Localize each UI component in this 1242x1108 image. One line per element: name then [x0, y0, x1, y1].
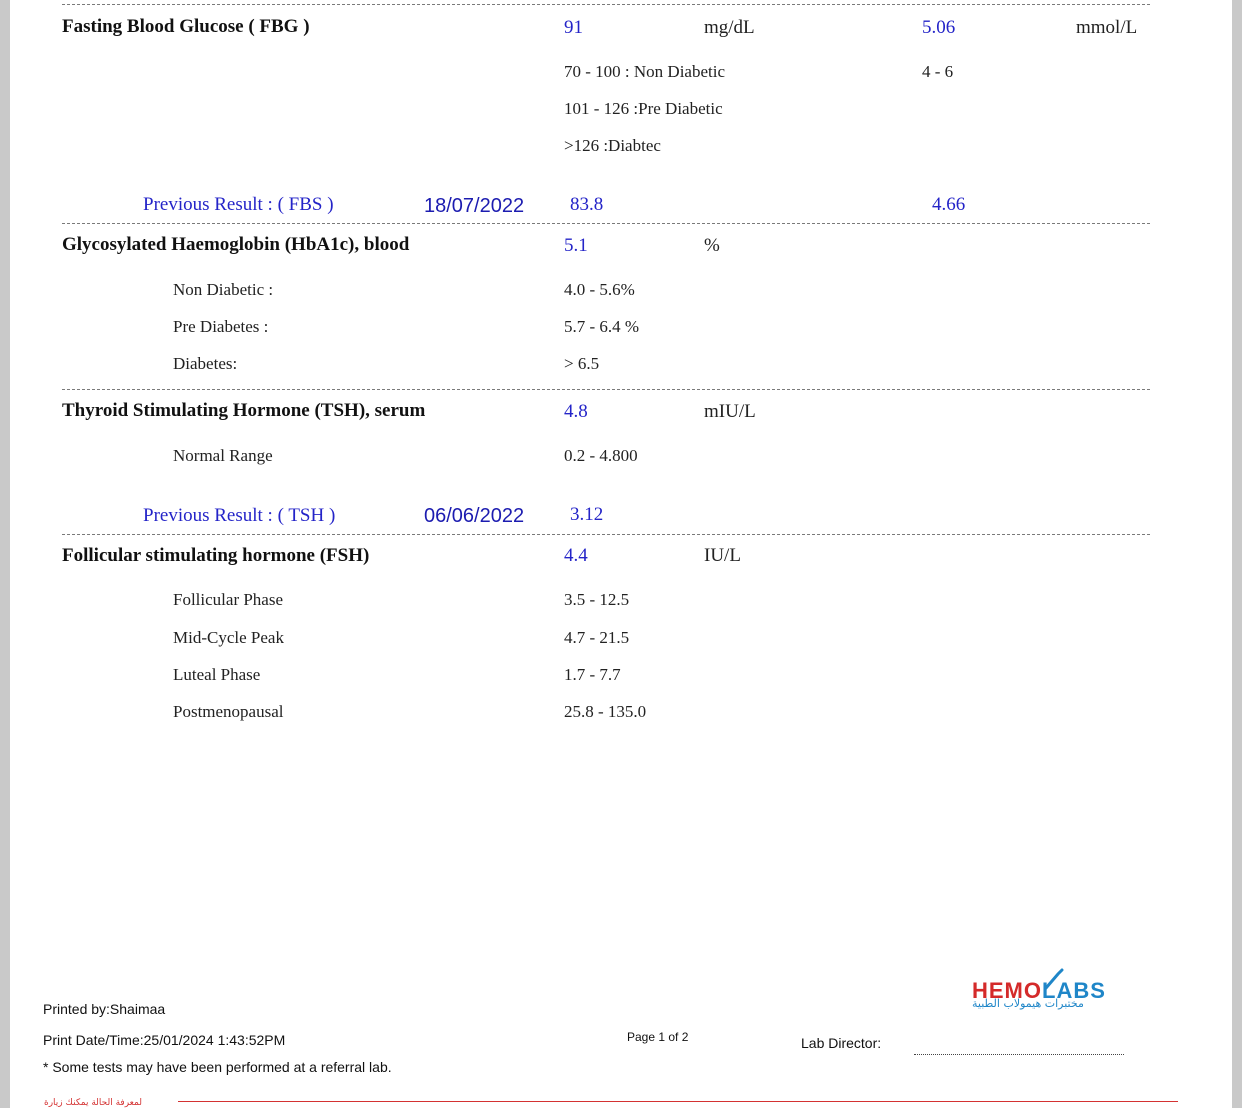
test-title-fsh: Follicular stimulating hormone (FSH): [62, 545, 370, 566]
range-value: 4.0 - 5.6%: [564, 280, 635, 299]
range-value: 1.7 - 7.7: [564, 665, 621, 684]
range-value: 5.7 - 6.4 %: [564, 317, 640, 336]
range-value: > 6.5: [564, 354, 600, 373]
logo-labs-text: LABS: [1042, 978, 1106, 1003]
range-line: 70 - 100 : Non Diabetic: [564, 62, 725, 81]
range-value: 4.7 - 21.5: [564, 628, 630, 647]
si-range: 4 - 6: [922, 62, 954, 81]
previous-result-label: Previous Result : ( TSH ): [143, 505, 336, 526]
test-unit-fsh: IU/L: [704, 545, 741, 566]
test-si-value-fbg: 5.06: [922, 17, 956, 38]
divider: [62, 389, 1150, 390]
test-unit-hba1c: %: [704, 235, 720, 256]
previous-result-si-value: 4.66: [932, 194, 966, 215]
range-value: 0.2 - 4.800: [564, 446, 638, 465]
range-line: 101 - 126 :Pre Diabetic: [564, 99, 723, 118]
hemolabs-logo: [972, 968, 1152, 1012]
test-unit-fbg: mg/dL: [704, 17, 755, 38]
test-title-fbg: Fasting Blood Glucose ( FBG ): [62, 16, 310, 37]
range-label: Diabetes:: [173, 354, 238, 373]
logo-o-text: O: [1023, 978, 1043, 1003]
test-title-tsh: Thyroid Stimulating Hormone (TSH), serum: [62, 400, 426, 421]
range-line: >126 :Diabtec: [564, 136, 661, 155]
logo-arabic-text: مختبرات هيمولاب الطبية: [972, 997, 1084, 1010]
test-si-unit-fbg: mmol/L: [1076, 17, 1138, 38]
range-label: Mid-Cycle Peak: [173, 628, 284, 647]
range-label: Follicular Phase: [173, 590, 284, 609]
divider: [62, 4, 1150, 5]
range-label: Pre Diabetes :: [173, 317, 269, 336]
printed-by: Printed by:Shaimaa: [43, 1001, 166, 1017]
previous-result-value: 83.8: [570, 194, 604, 215]
report-page: [10, 0, 1232, 1108]
range-label: Normal Range: [173, 446, 273, 465]
previous-result-value: 3.12: [570, 504, 604, 525]
previous-result-date: 18/07/2022: [424, 195, 525, 217]
test-value-fsh: 4.4: [564, 545, 588, 566]
divider: [62, 534, 1150, 535]
page-number: Page 1 of 2: [627, 1030, 689, 1044]
referral-note: * Some tests may have been performed at a referral lab.: [43, 1059, 392, 1075]
test-title-hba1c: Glycosylated Haemoglobin (HbA1c), blood: [62, 234, 410, 255]
test-value-fbg: 91: [564, 17, 583, 38]
test-value-tsh: 4.8: [564, 401, 588, 422]
range-label: Postmenopausal: [173, 702, 284, 721]
logo-hem-text: HEM: [972, 978, 1024, 1003]
print-datetime: Print Date/Time:25/01/2024 1:43:52PM: [43, 1032, 286, 1048]
divider: [62, 223, 1150, 224]
range-value: 25.8 - 135.0: [564, 702, 647, 721]
microscope-icon: [1042, 968, 1068, 990]
test-unit-tsh: mIU/L: [704, 401, 756, 422]
red-divider: [178, 1101, 1178, 1102]
range-label: Non Diabetic :: [173, 280, 274, 299]
range-value: 3.5 - 12.5: [564, 590, 630, 609]
red-footer-note: لمعرفة الحالة يمكنك زيارة: [44, 1098, 142, 1108]
test-value-hba1c: 5.1: [564, 235, 588, 256]
lab-director-label: Lab Director:: [801, 1035, 882, 1051]
previous-result-label: Previous Result : ( FBS ): [143, 194, 334, 215]
previous-result-date: 06/06/2022: [424, 505, 525, 527]
signature-line: [914, 1054, 1124, 1055]
range-label: Luteal Phase: [173, 665, 261, 684]
